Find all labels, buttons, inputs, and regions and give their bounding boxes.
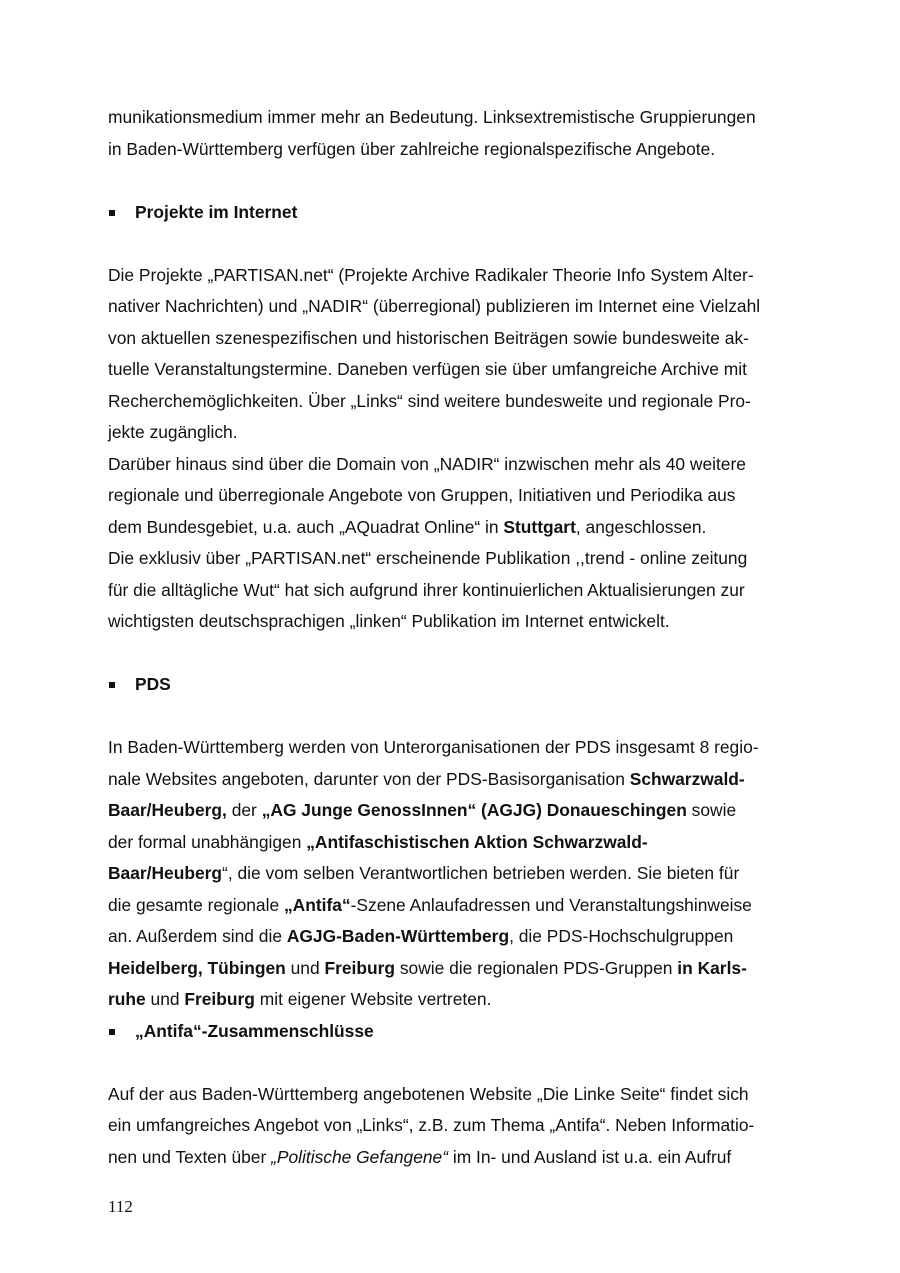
text-line: nale Websites angeboten, darunter von der PDS-Basisorganisation Schwarzwald-	[108, 768, 745, 789]
text-line: der formal unabhängigen „Antifaschistischen Aktion Schwarzwald-	[108, 831, 648, 852]
page-number: 112	[108, 1197, 133, 1216]
text-line: für die alltägliche Wut“ hat sich aufgrund ihrer kontinuierlichen Aktualisierungen zur	[108, 579, 745, 600]
bullet-square-icon	[109, 682, 115, 688]
intro-paragraph	[108, 102, 798, 165]
text-line: Darüber hinaus sind über die Domain von „NADIR“ inzwischen mehr als 40 weitere	[108, 453, 746, 474]
document-page	[108, 102, 798, 1173]
heading-pds: PDS	[108, 669, 798, 701]
text-line: Die Projekte „PARTISAN.net“ (Projekte Archive Radikaler Theorie Info System Alter-	[108, 264, 754, 285]
text-line: Baar/Heuberg“, die vom selben Verantwortlichen betrieben werden. Sie bieten für	[108, 863, 740, 883]
text-line: nen und Texten über „Politische Gefangene“ im In- und Ausland ist u.a. ein Aufruf	[108, 1146, 732, 1167]
text-line: wichtigsten deutschsprachigen „linken“ Publikation im Internet entwickelt.	[108, 611, 670, 631]
paragraph-antifa	[108, 1079, 798, 1174]
text-line: in Baden-Württemberg verfügen über zahlreiche regionalspezifische Angebote.	[108, 138, 716, 159]
text-line: nativer Nachrichten) und „NADIR“ (überregional) publizieren im Internet eine Vielzahl	[108, 296, 761, 316]
paragraph-pds	[108, 732, 798, 1016]
text-line: regionale und überregionale Angebote von Gruppen, Initiativen und Periodika aus	[108, 485, 736, 505]
text-line: an. Außerdem sind die AGJG-Baden-Württemberg, die PDS-Hochschulgruppen	[108, 926, 734, 946]
text-line: Baar/Heuberg, der „AG Junge GenossInnen“ (AGJG) Donaueschingen sowie	[108, 800, 737, 820]
paragraph-projekte	[108, 260, 798, 638]
text-line: In Baden-Württemberg werden von Unterorganisationen der PDS insgesamt 8 regio-	[108, 737, 759, 757]
text-line: von aktuellen szenespezifischen und historischen Beiträgen sowie bundesweite ak-	[108, 327, 749, 348]
heading-projekte-im-internet: Projekte im Internet	[108, 197, 798, 229]
text-line: ruhe und Freiburg mit eigener Website vertreten.	[108, 989, 492, 1009]
bullet-square-icon	[109, 210, 115, 216]
heading-antifa-zusammenschluesse: „Antifa“-Zusammenschlüsse	[108, 1016, 798, 1048]
text-line: Die exklusiv über „PARTISAN.net“ erscheinende Publikation ,,trend - online zeitung	[108, 548, 748, 568]
text-line: Recherchemöglichkeiten. Über „Links“ sind weitere bundesweite und regionale Pro-	[108, 390, 751, 411]
text-line: ein umfangreiches Angebot von „Links“, z.B. zum Thema „Antifa“. Neben Informatio-	[108, 1115, 755, 1135]
text-line: Heidelberg, Tübingen und Freiburg sowie die regionalen PDS-Gruppen in Karls-	[108, 957, 747, 978]
bullet-square-icon	[109, 1029, 115, 1035]
text-line: tuelle Veranstaltungstermine. Daneben verfügen sie über umfangreiche Archive mit	[108, 359, 747, 379]
text-line: die gesamte regionale „Antifa“-Szene Anlaufadressen und Veranstaltungshinweise	[108, 894, 752, 915]
text-line: munikationsmedium immer mehr an Bedeutung. Linksextremistische Gruppierungen	[108, 107, 756, 127]
text-line: Auf der aus Baden-Württemberg angebotenen Website „Die Linke Seite“ findet sich	[108, 1083, 749, 1104]
text-line: dem Bundesgebiet, u.a. auch „AQuadrat Online“ in Stuttgart, angeschlossen.	[108, 516, 707, 537]
text-line: jekte zugänglich.	[108, 422, 238, 442]
